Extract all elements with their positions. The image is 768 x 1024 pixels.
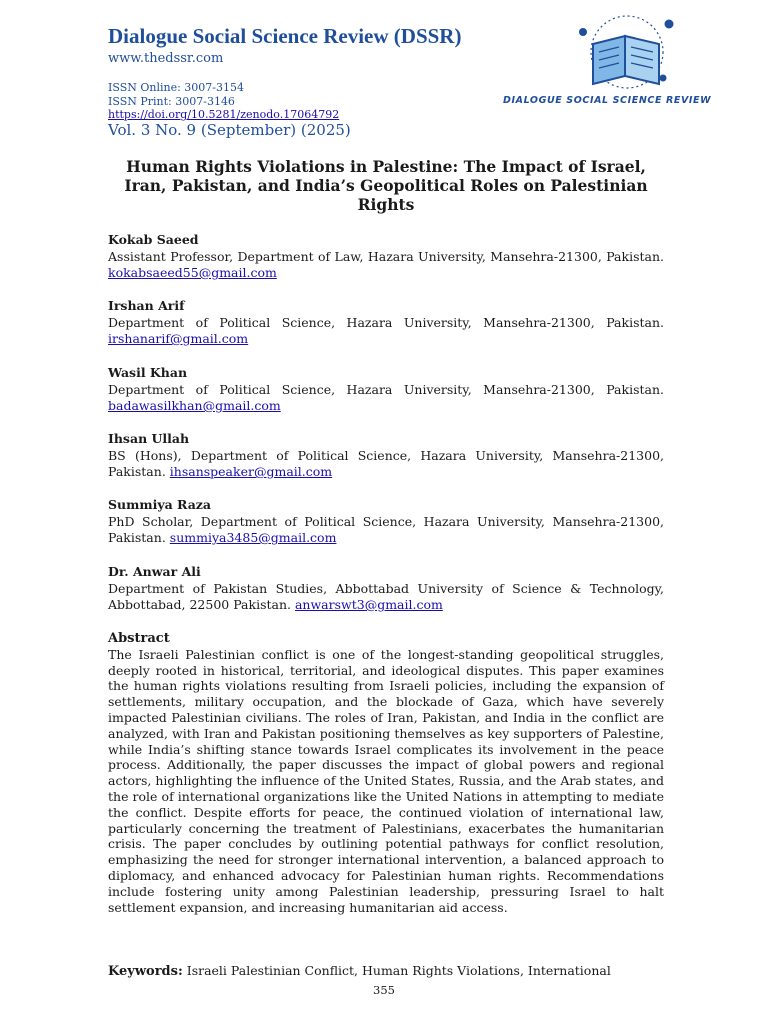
author-block: [108, 497, 664, 547]
author-name: Wasil Khan: [108, 365, 188, 380]
author-block: [108, 298, 664, 348]
author-email-link[interactable]: irshanarif@gmail.com: [108, 331, 249, 346]
author-email-link[interactable]: anwarswt3@gmail.com: [294, 597, 443, 612]
author-block: [108, 232, 664, 282]
issn-block: [108, 81, 339, 122]
author-block: [108, 431, 664, 481]
author-name: Ihsan Ullah: [108, 431, 190, 446]
keywords-label: Keywords:: [108, 964, 183, 979]
issn-online: ISSN Online: 3007-3154: [108, 81, 244, 94]
keywords-line: [108, 963, 664, 980]
author-affiliation: PhD Scholar, Department of Political Science, Hazara University, Mansehra-21300, Pakistan. summiya3485@gmail.com: [108, 513, 664, 545]
author-affiliation: Department of Pakistan Studies, Abbottabad University of Science & Technology, Abbottabad, 22500 Pakistan. anwarswt3@gmail.com: [108, 580, 664, 612]
abstract-text: The Israeli Palestinian conflict is one of the longest-standing geopolitical struggles, deeply rooted in historical, territorial, and ideological disputes. This paper examines the human rights violations resulting from Israeli policies, including the expansion of settlements, military occupation, and the blockade of Gaza, which have severely impacted Palestinian civilians. The roles of Iran, Pakistan, and India in the conflict are analyzed, with Iran and Pakistan positioning themselves as key supporters of Palestine, while India’s shifting stance towards Israel complicates its involvement in the peace process. Additionally, the paper discusses the impact of global powers and regional actors, highlighting the influence of the United States, Russia, and the Arab states, and the role of international organizations like the United Nations in attempting to mediate the conflict. Despite efforts for peace, the continued violation of international law, particularly concerning the treatment of Palestinians, exacerbates the humanitarian crisis. The paper concludes by outlining potential pathways for conflict resolution, emphasizing the need for stronger international intervention, a balanced approach to diplomacy, and enhanced advocacy for Palestinian human rights. Recommendations include fostering unity among Palestinian leadership, pressuring Israel to halt settlement expansion, and increasing humanitarian aid access.: [108, 646, 664, 915]
author-email-link[interactable]: kokabsaeed55@gmail.com: [108, 265, 277, 280]
journal-logo-icon: [575, 14, 675, 92]
issn-print: ISSN Print: 3007-3146: [108, 94, 235, 108]
author-affiliation: BS (Hons), Department of Political Science, Hazara University, Mansehra-21300, Pakistan. ihsanspeaker@gmail.com: [108, 447, 664, 479]
author-block: [108, 365, 664, 415]
author-affiliation: Department of Political Science, Hazara University, Mansehra-21300, Pakistan. irshanarif@gmail.com: [108, 314, 664, 346]
author-block: [108, 564, 664, 614]
author-name: Summiya Raza: [108, 497, 212, 512]
author-email-link[interactable]: ihsanspeaker@gmail.com: [169, 464, 333, 479]
author-affiliation: Assistant Professor, Department of Law, Hazara University, Mansehra-21300, Pakistan. kokabsaeed55@gmail.com: [108, 248, 664, 280]
logo-caption: DIALOGUE SOCIAL SCIENCE REVIEW: [503, 95, 712, 106]
author-name: Dr. Anwar Ali: [108, 564, 201, 579]
author-email-link[interactable]: summiya3485@gmail.com: [169, 530, 337, 545]
article-title: Human Rights Violations in Palestine: The Impact of Israel, Iran, Pakistan, and India’s Geopolitical Roles on Palestinian Rights: [124, 157, 648, 214]
keywords-text: Israeli Palestinian Conflict, Human Rights Violations, International: [186, 963, 611, 978]
volume-info: Vol. 3 No. 9 (September) (2025): [108, 121, 351, 139]
author-affiliation: Department of Political Science, Hazara University, Mansehra-21300, Pakistan. badawasilkhan@gmail.com: [108, 381, 664, 413]
journal-title: Dialogue Social Science Review (DSSR): [108, 24, 462, 48]
abstract-section: [108, 631, 664, 915]
doi-link[interactable]: https://doi.org/10.5281/zenodo.17064792: [108, 108, 340, 121]
page-number: 355: [373, 983, 395, 997]
author-name: Kokab Saeed: [108, 232, 199, 247]
author-name: Irshan Arif: [108, 298, 185, 313]
abstract-heading: Abstract: [108, 631, 170, 646]
author-email-link[interactable]: badawasilkhan@gmail.com: [108, 398, 281, 413]
journal-url-link[interactable]: www.thedssr.com: [108, 51, 224, 66]
